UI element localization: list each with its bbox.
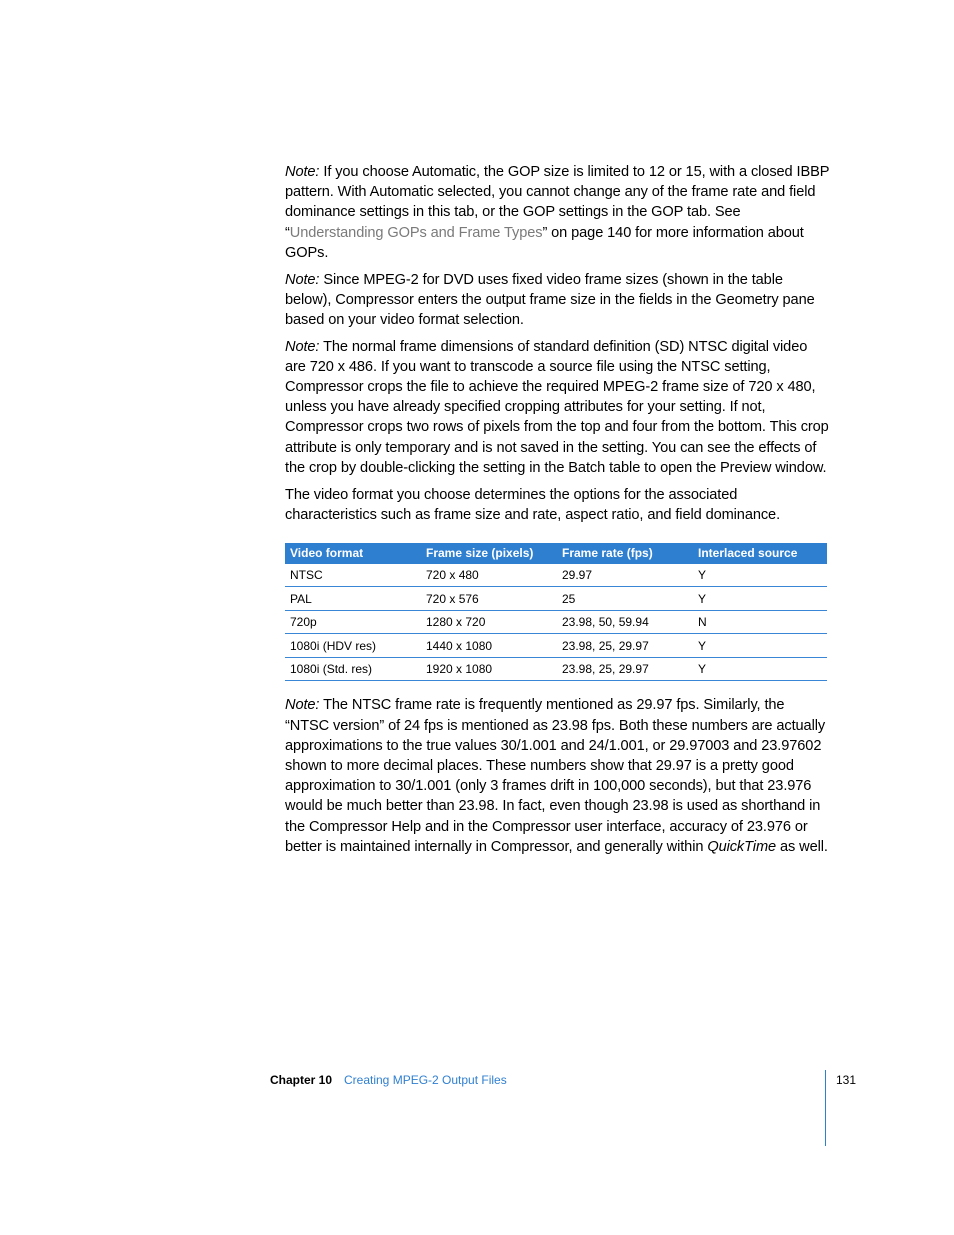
table-row (285, 657, 827, 681)
table-cell: N (693, 610, 827, 634)
table-row (285, 564, 827, 587)
note-label: Note: (285, 338, 320, 355)
column-header-frame-rate: Frame rate (fps) (557, 543, 693, 564)
table-cell: Y (693, 587, 827, 611)
page-content (285, 162, 830, 864)
table-cell: 1440 x 1080 (421, 634, 557, 658)
footer-chapter-number: Chapter 10 (270, 1073, 333, 1087)
paragraph-text: Since MPEG-2 for DVD uses fixed video frame sizes (shown in the table below), Compressor enters the output frame size in the fields in the Geometry pane based on your video format selection. (285, 271, 815, 328)
table-cell: 720p (285, 610, 421, 634)
footer-divider (825, 1070, 826, 1146)
table-cell: 23.98, 25, 29.97 (557, 657, 693, 681)
paragraph-text: The video format you choose determines the options for the associated characteristics such as frame size and rate, aspect ratio, and field dominance. (285, 486, 781, 523)
paragraph-text: If you choose Automatic, the GOP size is limited to 12 or 15, with a closed IBBP pattern. With Automatic selected, you cannot change any of the frame rate and field dominance settings in this tab, or the GOP settings in the GOP tab. See “ (285, 164, 830, 241)
note-paragraph-frame-sizes (285, 270, 830, 331)
table-cell: 720 x 480 (421, 564, 557, 587)
column-header-interlaced-source: Interlaced source (693, 543, 827, 564)
page-footer (0, 1068, 954, 1148)
paragraph-video-format (285, 485, 830, 525)
table-header-row (285, 543, 827, 564)
table-cell: PAL (285, 587, 421, 611)
table-row (285, 587, 827, 611)
paragraph-text: as well. (776, 838, 828, 855)
table-cell: 1280 x 720 (421, 610, 557, 634)
cross-reference-link[interactable]: Understanding GOPs and Frame Types (289, 224, 543, 241)
table-cell: 1080i (HDV res) (285, 634, 421, 658)
note-label: Note: (285, 271, 320, 288)
table-cell: 25 (557, 587, 693, 611)
table-cell: Y (693, 634, 827, 658)
video-format-table (285, 543, 827, 682)
paragraph-text: The normal frame dimensions of standard definition (SD) NTSC digital video are 720 x 486. If you want to transcode a source file using the NTSC setting, Compressor crops the file to achieve the required MPEG-2 frame size of 720 x 480, unless you have already specified cropping attributes for your setting. If not, Compressor crops two rows of pixels from the top and four from the bottom. This crop attribute is only temporary and is not saved in the setting. You can see the effects of the crop by double-clicking the setting in the Batch table to open the Preview window. (285, 338, 829, 476)
table-cell: 23.98, 25, 29.97 (557, 634, 693, 658)
table-cell: 720 x 576 (421, 587, 557, 611)
note-label: Note: (285, 164, 320, 180)
column-header-frame-size: Frame size (pixels) (421, 543, 557, 564)
column-header-video-format: Video format (285, 543, 421, 564)
page-number: 131 (836, 1073, 857, 1087)
table-row (285, 610, 827, 634)
table-cell: 1080i (Std. res) (285, 657, 421, 681)
footer-chapter-title[interactable]: Creating MPEG-2 Output Files (344, 1073, 507, 1087)
table-cell: Y (693, 657, 827, 681)
product-name: QuickTime (707, 838, 777, 855)
note-paragraph-ntsc-crop (285, 337, 830, 478)
table-row (285, 634, 827, 658)
table-cell: 23.98, 50, 59.94 (557, 610, 693, 634)
table-cell: NTSC (285, 564, 421, 587)
note-paragraph-automatic-gop (285, 162, 830, 263)
table-cell: Y (693, 564, 827, 587)
paragraph-text: ” on page 140 for more information about GOPs. (285, 224, 804, 261)
table-cell: 1920 x 1080 (421, 657, 557, 681)
paragraph-text: The NTSC frame rate is frequently mentioned as 29.97 fps. Similarly, the “NTSC version” of 24 fps is mentioned as 23.98 fps. Both these numbers are actually approximations to the true values 30/1.001 and 24/1.001, or 29.97003 and 23.97602 shown to more decimal places. These numbers show that 29.97 is a pretty good approximation to 30/1.001 (only 3 frames drift in 100,000 seconds), but that 23.976 would be much better than 23.98. In fact, even though 23.98 is used as shorthand in the Compressor Help and in the Compressor user interface, accuracy of 23.976 or better is maintained internally in Compressor, and generally within (285, 697, 826, 855)
note-paragraph-ntsc-frame-rate (285, 695, 830, 857)
table-cell: 29.97 (557, 564, 693, 587)
note-label: Note: (285, 697, 320, 714)
